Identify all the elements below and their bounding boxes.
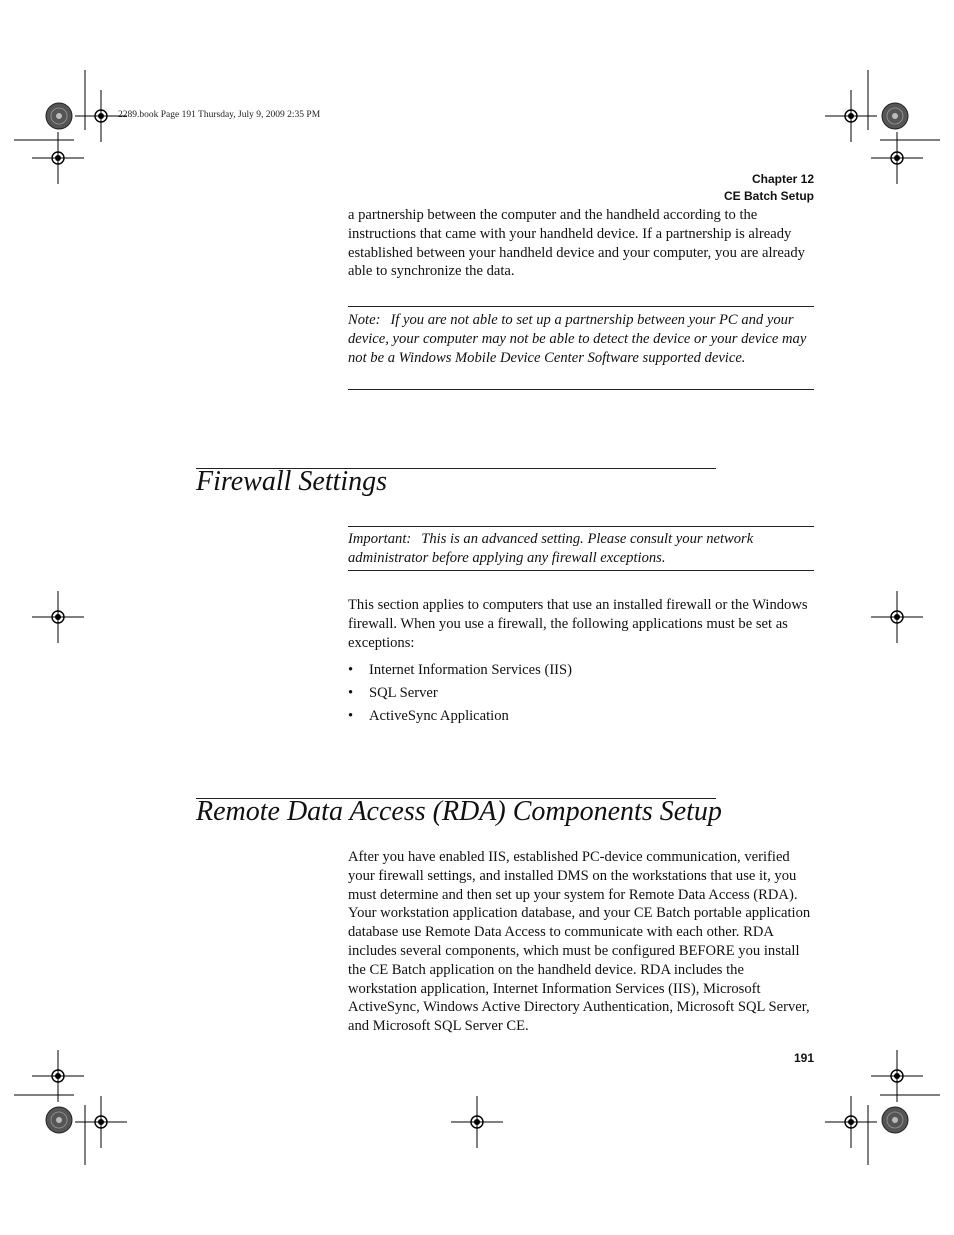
important-top-rule (348, 526, 814, 527)
important-label: Important: (348, 531, 412, 547)
exceptions-list (348, 661, 814, 730)
page-number: 191 (793, 1051, 814, 1065)
important-bottom-rule (348, 570, 814, 571)
list-item-text: Internet Information Services (IIS) (369, 662, 573, 678)
print-slug: 2289.book Page 191 Thursday, July 9, 2009 2:35 PM (118, 110, 321, 120)
note-label: Note: (348, 312, 381, 328)
intro-paragraph: a partnership between the computer and the handheld according to the instructions that came with your handheld device. If a partnership is already established between your handheld device and your computer, you are already able to synchronize the data. (348, 207, 805, 280)
bullet: • (348, 662, 354, 678)
rda-heading: Remote Data Access (RDA) Components Setup (196, 796, 722, 827)
running-head-chapter: Chapter 12 (751, 172, 814, 186)
firewall-heading: Firewall Settings (196, 466, 388, 497)
note-top-rule (348, 306, 814, 307)
list-item (348, 684, 814, 707)
list-item (348, 661, 814, 684)
note-text: If you are not able to set up a partnership between your PC and your device, your computer may not be able to detect the device or your device may not be a Windows Mobile Device Center Software supported device. (348, 312, 807, 366)
running-head-title: CE Batch Setup (723, 189, 814, 203)
list-item-text: ActiveSync Application (369, 708, 509, 724)
bullet: • (348, 708, 354, 724)
firewall-paragraph: This section applies to computers that use an installed firewall or the Windows firewall. When you use a firewall, the following applications must be set as exceptions: (348, 597, 808, 651)
note-block (348, 311, 814, 367)
list-item (348, 707, 814, 730)
note-bottom-rule (348, 389, 814, 390)
rda-paragraph: After you have enabled IIS, established PC-device communication, verified your firewall settings, and installed DMS on the workstations that use it, you must determine and then set up your system for Remote Data Access (RDA). Your workstation application database, and your CE Batch portable application database use Remote Data Access to communicate with each other. RDA includes several components, which must be configured BEFORE you install the CE Batch application on the handheld device. RDA includes the workstation application, Internet Information Services (IIS), Microsoft ActiveSync, Windows Active Directory Authentication, Microsoft SQL Server, and Microsoft SQL Server CE. (348, 849, 811, 1035)
list-item-text: SQL Server (369, 685, 438, 701)
important-block (348, 530, 814, 568)
important-text: This is an advanced setting. Please consult your network administrator before applying any firewall exceptions. (348, 531, 754, 566)
bullet: • (348, 685, 354, 701)
